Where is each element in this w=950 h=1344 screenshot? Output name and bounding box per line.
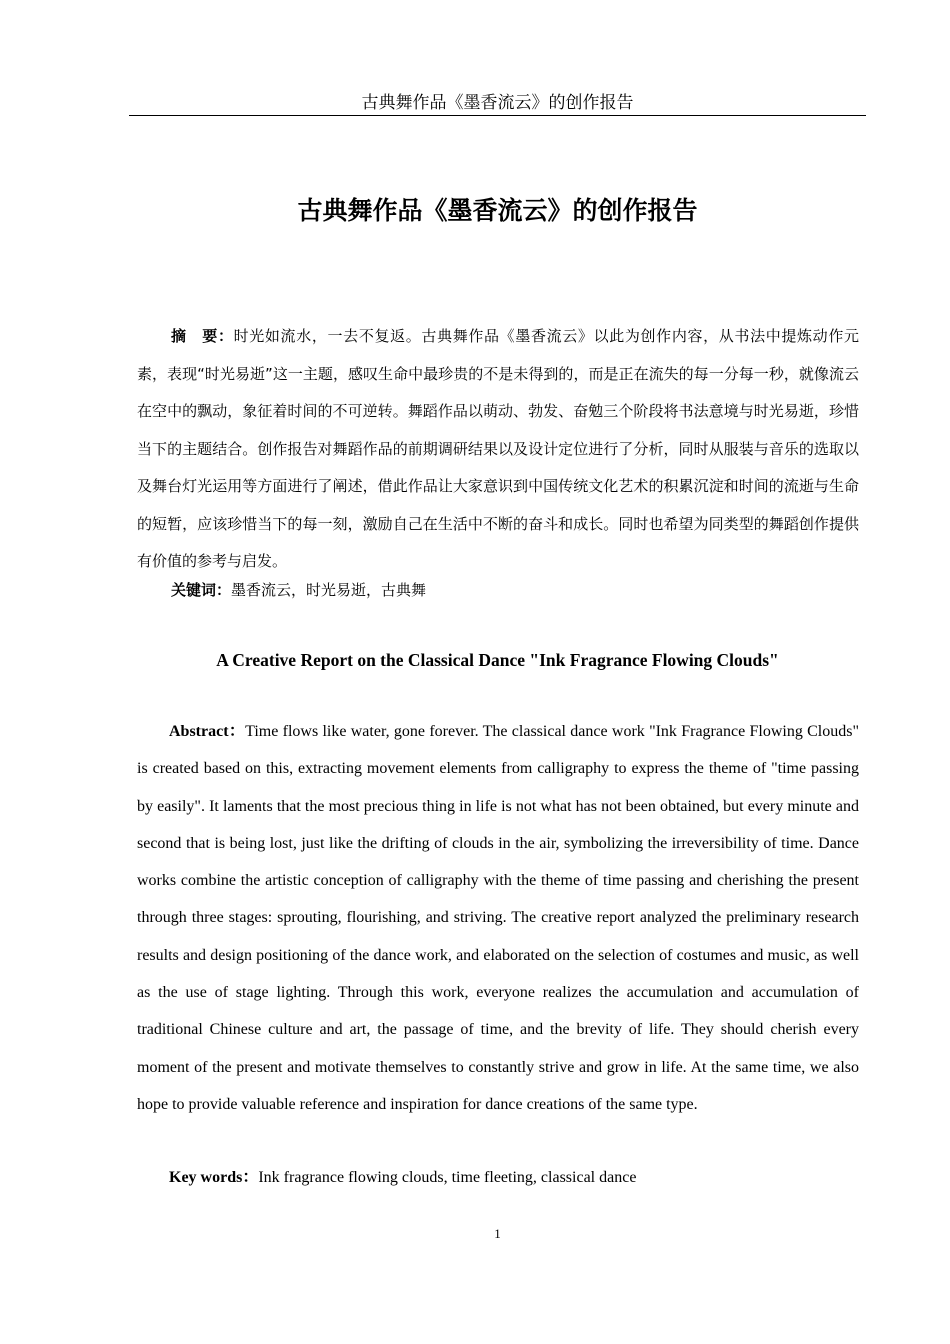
header-rule — [129, 115, 866, 116]
page-title-chinese: 古典舞作品《墨香流云》的创作报告 — [297, 196, 698, 225]
keywords-english — [137, 1164, 859, 1192]
abstract-chinese-text: 时光如流水，一去不复返。古典舞作品《墨香流云》以此为创作内容，从书法中提炼动作元素，表现“时光易逝”这一主题，感叹生命中最珍贵的不是未得到的，而是正在流失的每一分每一秒，就像流云在空中的飘动，象征着时间的不可逆转。舞蹈作品以萌动、勃发、奋勉三个阶段将书法意境与时光易逝，珍惜当下的主题结合。创作报告对舞蹈作品的前期调研结果以及设计定位进行了分析，同时从服装与音乐的选取以及舞台灯光运用等方面进行了阐述，借此作品让大家意识到中国传统文化艺术的积累沉淀和时间的流逝与生命的短暂，应该珍惜当下的每一刻，激励自己在生活中不断的奋斗和成长。同时也希望为同类型的舞蹈创作提供有价值的参考与启发。 — [137, 327, 859, 570]
abstract-chinese-label: 摘 要： — [171, 327, 234, 345]
running-header: 古典舞作品《墨香流云》的创作报告 — [361, 93, 634, 113]
abstract-english-label: Abstract： — [169, 723, 246, 740]
abstract-english-text: Time flows like water, gone forever. The classical dance work "Ink Fragrance Flowing Clouds" is created based on this, extracting movement elements from calligraphy to express the theme of "time passing by easily". It laments that the most precious thing in life is not what has not been obtained, but every minute and second that is being lost, just like the drifting of clouds in the air, symbolizing the irreversibility of time. Dance works combine the artistic conception of calligraphy with the theme of time passing and cherishing the present through three stages: sprouting, flourishing, and striving. The creative report analyzed the preliminary research results and design positioning of the dance work, and elaborated on the selection of costumes and music, as well as the use of stage lighting. Through this work, everyone realizes the accumulation and accumulation of traditional Chinese culture and art, the passage of time, and the brevity of life. They should cherish every moment of the present and motivate themselves to constantly strive and grow in life. At the same time, we also hope to provide valuable reference and inspiration for dance creations of the same type. — [137, 723, 859, 1113]
page-number: 1 — [494, 1226, 501, 1241]
abstract-english — [137, 713, 859, 1123]
keywords-english-label: Key words： — [169, 1169, 259, 1186]
keywords-chinese-text: 墨香流云，时光易逝，古典舞 — [231, 581, 427, 599]
page-title-english: A Creative Report on the Classical Dance "Ink Fragrance Flowing Clouds" — [216, 650, 779, 670]
keywords-chinese-label: 关键词： — [171, 581, 232, 599]
keywords-english-text: Ink fragrance flowing clouds, time fleeting, classical dance — [258, 1169, 637, 1186]
abstract-chinese — [137, 318, 859, 581]
keywords-chinese — [137, 575, 859, 605]
